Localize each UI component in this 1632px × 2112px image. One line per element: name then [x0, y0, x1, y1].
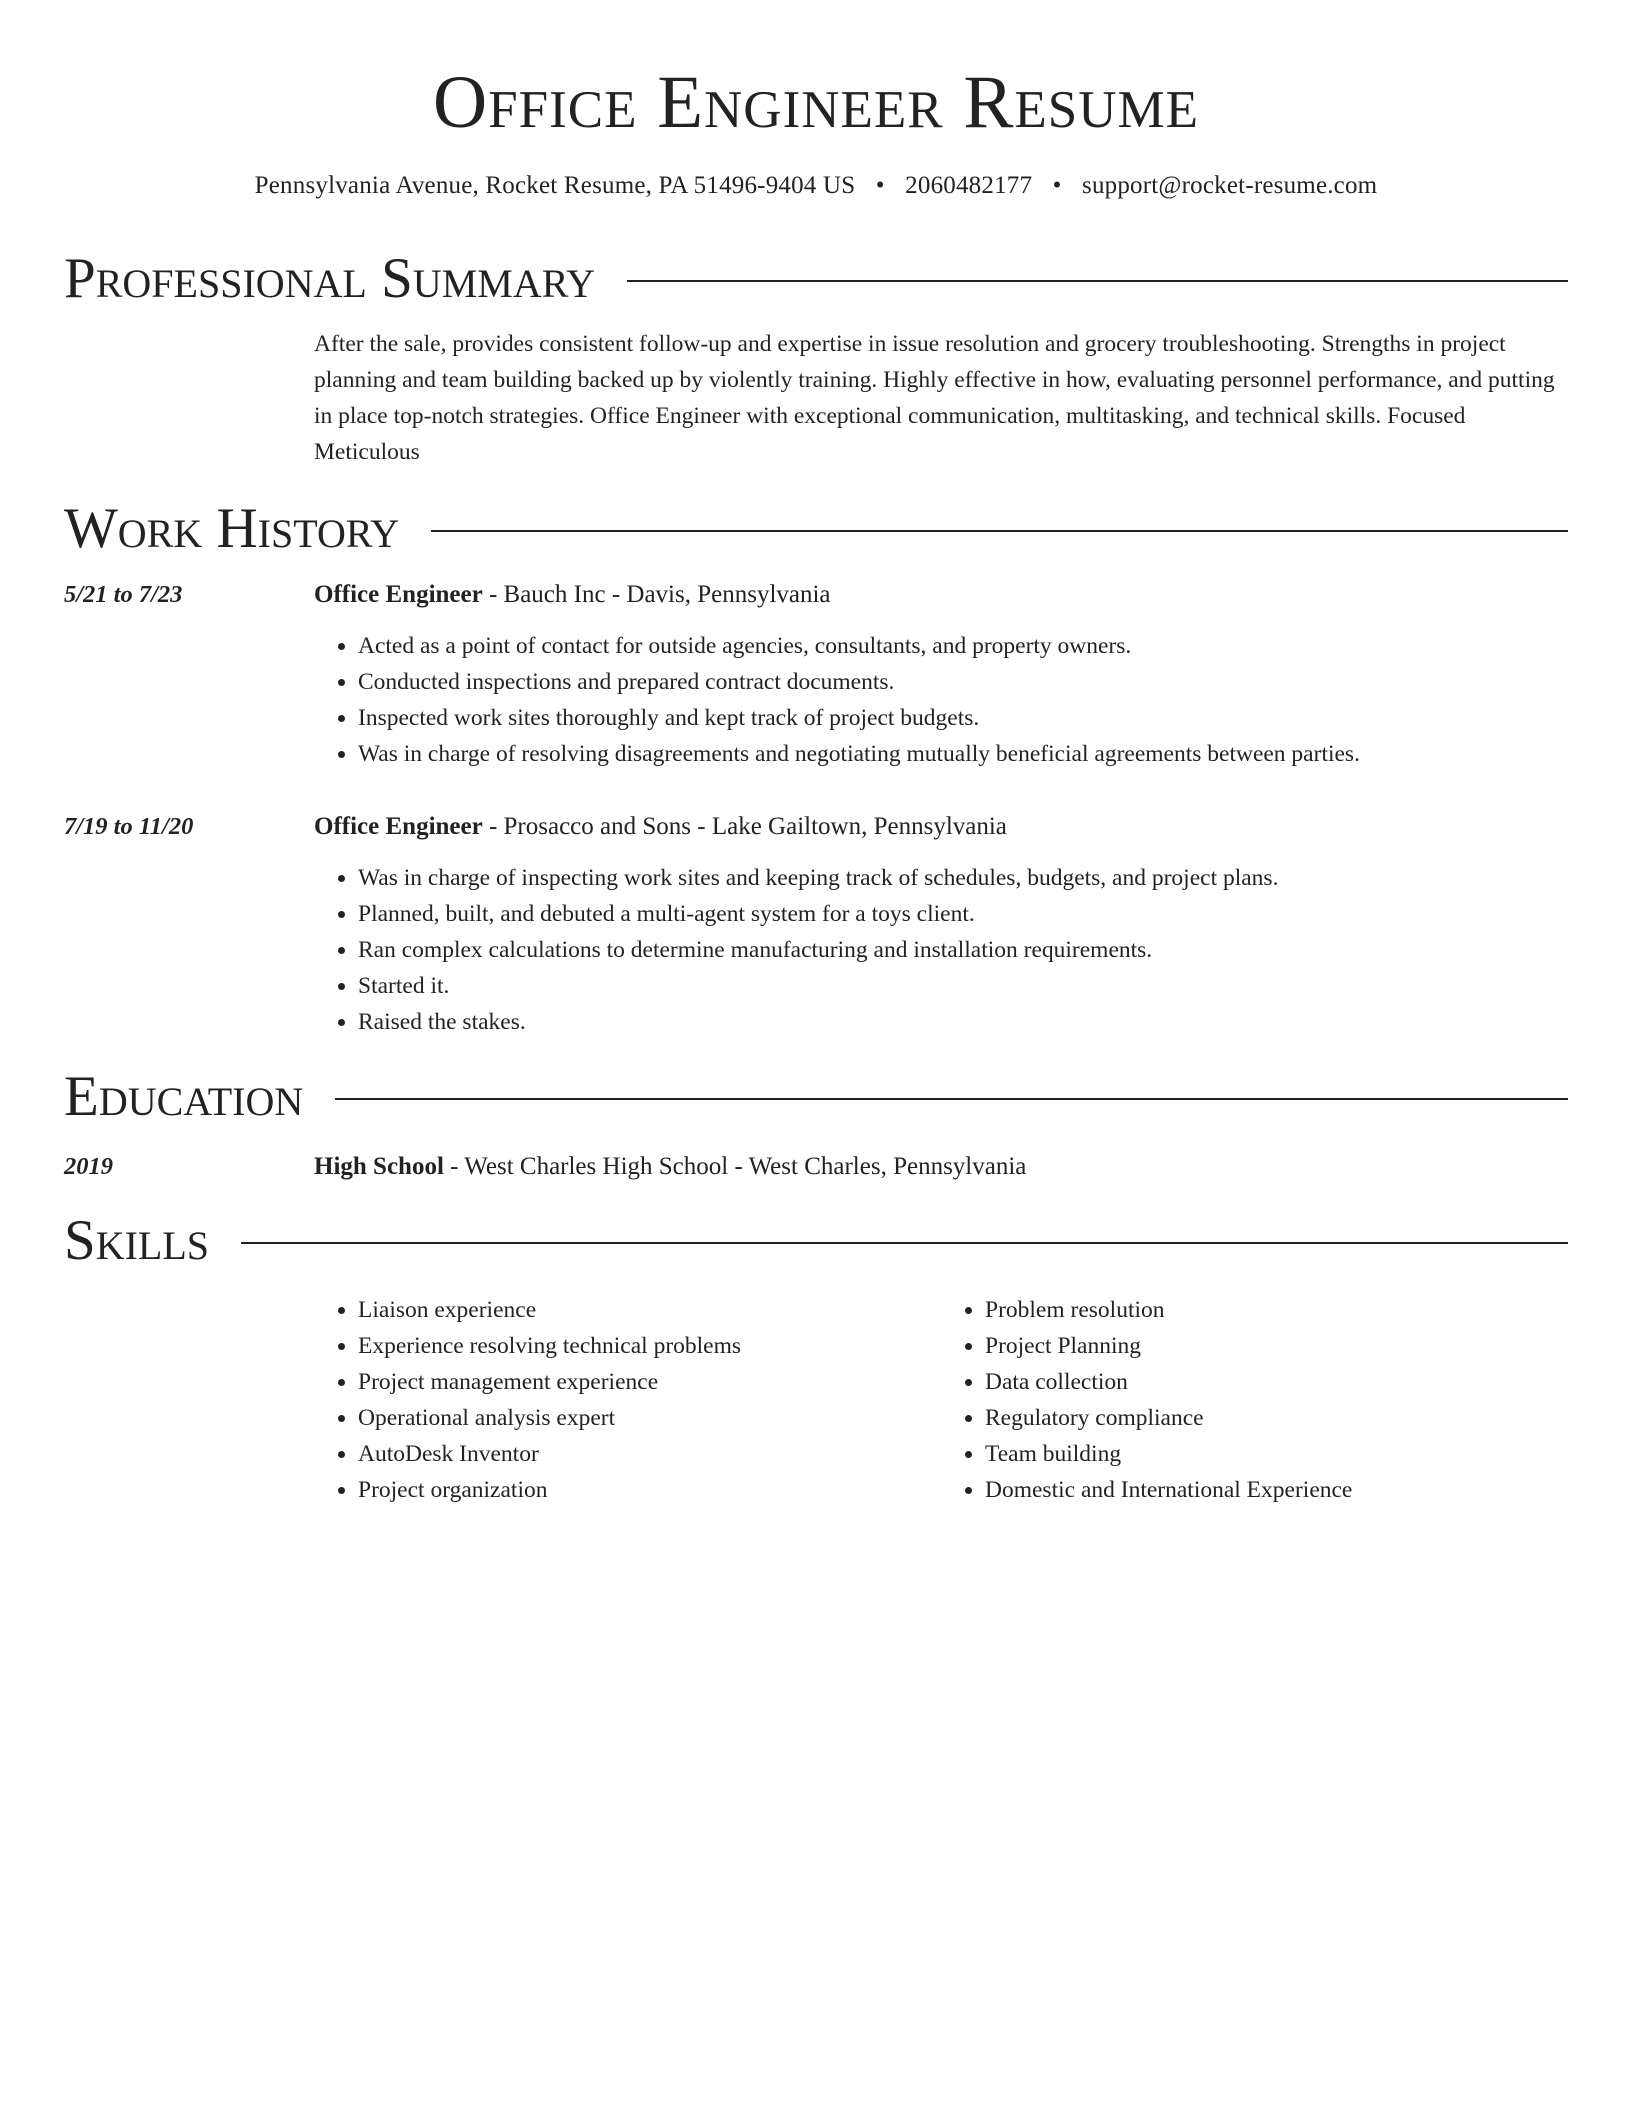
- list-item: • Liaison experience: [358, 1292, 941, 1328]
- work-section-header: [64, 498, 1568, 560]
- list-item: • Data collection: [985, 1364, 1568, 1400]
- work-bullets: [314, 628, 1568, 772]
- work-heading: Work History: [64, 497, 400, 560]
- contact-phone: 2060482177: [905, 172, 1033, 199]
- work-entry-body: [314, 810, 1568, 1040]
- school-details: - West Charles High School - West Charles, Pennsylvania: [443, 1153, 1027, 1180]
- work-dates: 7/19 to 11/20: [64, 813, 194, 840]
- job-title: Office Engineer: [314, 581, 483, 608]
- section-divider: [241, 1242, 1568, 1244]
- work-entry: [64, 810, 1568, 1040]
- skills-section-header: [64, 1210, 1568, 1272]
- degree-title: High School: [314, 1153, 444, 1180]
- list-item: • Acted as a point of contact for outside agencies, consultants, and property owners.: [358, 628, 1568, 664]
- list-item: • Team building: [985, 1436, 1568, 1472]
- job-details: - Bauch Inc - Davis, Pennsylvania: [482, 581, 831, 608]
- list-item: • Regulatory compliance: [985, 1400, 1568, 1436]
- contact-address: Pennsylvania Avenue, Rocket Resume, PA 51496-9404 US: [254, 172, 856, 199]
- section-divider: [335, 1098, 1568, 1100]
- list-item: • Conducted inspections and prepared contract documents.: [358, 664, 1568, 700]
- resume-title: Office Engineer Resume: [432, 61, 1200, 144]
- skills-list: [314, 1292, 1568, 1508]
- list-item: • Planned, built, and debuted a multi-agent system for a toys client.: [358, 896, 1568, 932]
- job-title: Office Engineer: [314, 813, 483, 840]
- skills-heading: Skills: [64, 1209, 210, 1272]
- summary-heading: Professional Summary: [64, 247, 596, 310]
- work-dates: 5/21 to 7/23: [64, 581, 183, 608]
- section-divider: [627, 280, 1568, 282]
- list-item: • Experience resolving technical problems: [358, 1328, 941, 1364]
- education-entry-body: [314, 1150, 1568, 1184]
- summary-text: After the sale, provides consistent follow-up and expertise in issue resolution and grocery troubleshooting. Strengths in project planning and team building backed up by violently training. Highly effective in how, evaluating personnel performance, and putting in place top-notch strategies. Office Engineer with exceptional communication, multitasking, and technical skills. Focused Meticulous: [314, 331, 1555, 465]
- contact-line: [64, 170, 1568, 202]
- summary-section-header: [64, 248, 1568, 310]
- list-item: • Problem resolution: [985, 1292, 1568, 1328]
- education-entry: [64, 1150, 1568, 1184]
- list-item: • Started it.: [358, 968, 1568, 1004]
- work-entry-body: [314, 578, 1568, 772]
- skills-column-right: [941, 1292, 1568, 1508]
- section-divider: [431, 530, 1568, 532]
- list-item: • Operational analysis expert: [358, 1400, 941, 1436]
- list-item: • Raised the stakes.: [358, 1004, 1568, 1040]
- list-item: • Project organization: [358, 1472, 941, 1508]
- work-title-line: [314, 810, 1568, 844]
- work-entry: [64, 578, 1568, 772]
- contact-email: support@rocket-resume.com: [1082, 172, 1378, 199]
- list-item: • Project Planning: [985, 1328, 1568, 1364]
- work-title-line: [314, 578, 1568, 612]
- job-details: - Prosacco and Sons - Lake Gailtown, Pennsylvania: [482, 813, 1007, 840]
- list-item: • Was in charge of resolving disagreements and negotiating mutually beneficial agreements between parties.: [358, 736, 1568, 772]
- contact-separator: •: [875, 172, 885, 199]
- contact-separator: •: [1052, 172, 1062, 199]
- list-item: • Inspected work sites thoroughly and kept track of project budgets.: [358, 700, 1568, 736]
- work-bullets: [314, 860, 1568, 1040]
- list-item: • Ran complex calculations to determine manufacturing and installation requirements.: [358, 932, 1568, 968]
- education-section-header: [64, 1066, 1568, 1128]
- education-title-line: [314, 1150, 1568, 1184]
- list-item: • Domestic and International Experience: [985, 1472, 1568, 1508]
- list-item: • Was in charge of inspecting work sites and keeping track of schedules, budgets, and project plans.: [358, 860, 1568, 896]
- skills-column-left: [314, 1292, 941, 1508]
- education-heading: Education: [64, 1065, 304, 1128]
- list-item: • Project management experience: [358, 1364, 941, 1400]
- education-dates: 2019: [64, 1153, 113, 1180]
- work-history: [64, 578, 1568, 1040]
- list-item: • AutoDesk Inventor: [358, 1436, 941, 1472]
